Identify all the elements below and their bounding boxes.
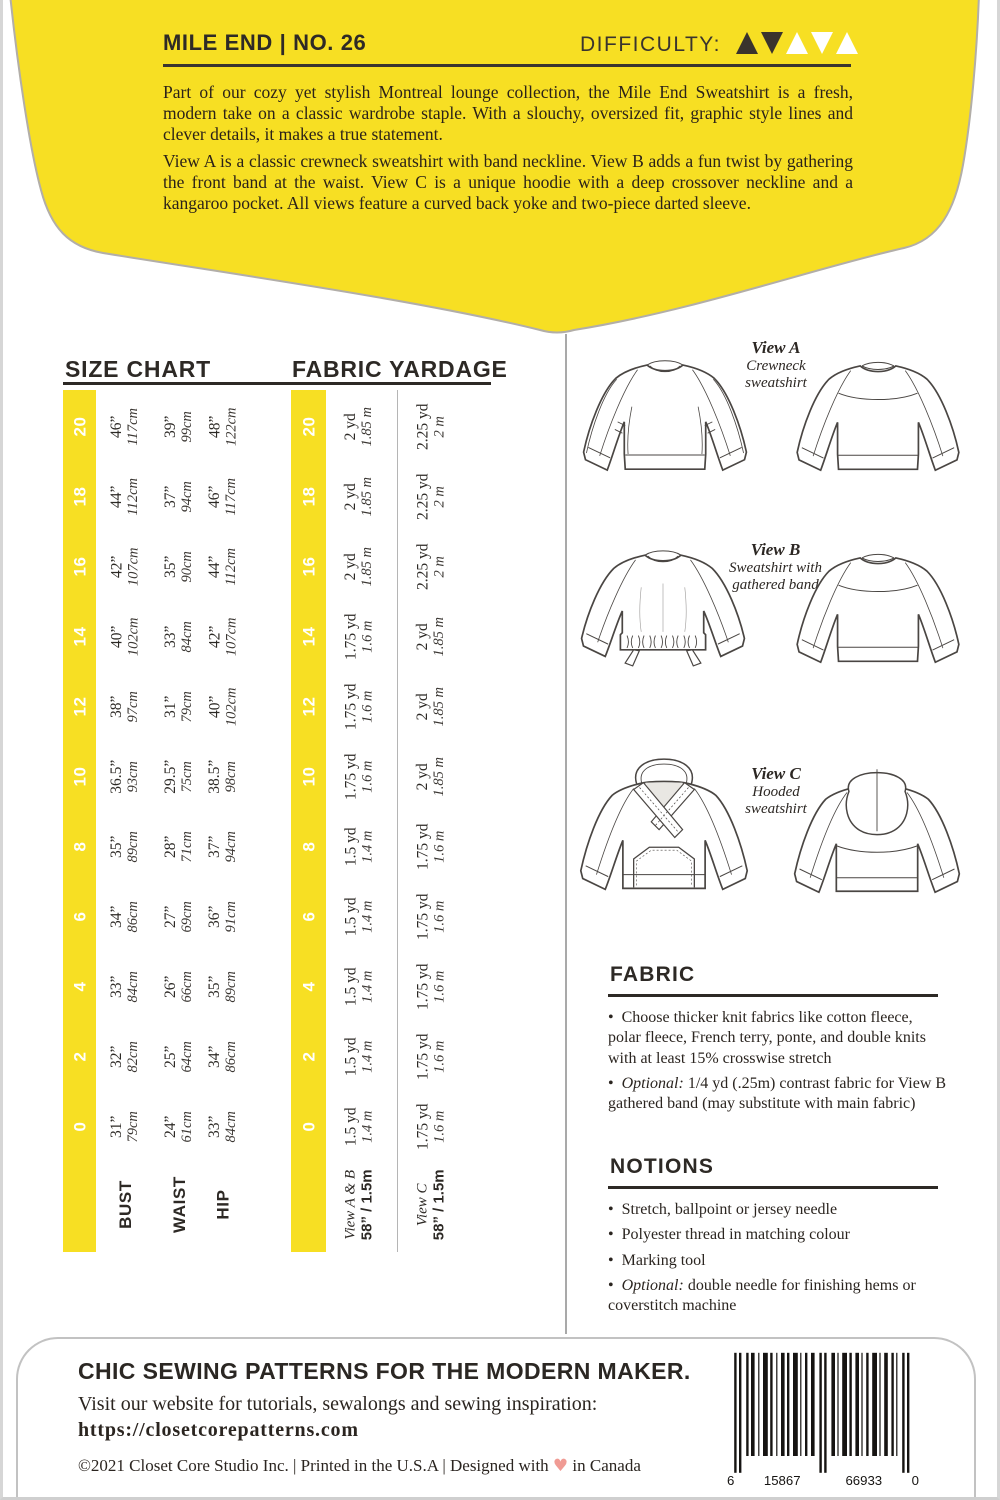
size-row bbox=[63, 462, 493, 532]
yardage-view-ab-cell: 2 yd 1.85 m bbox=[342, 477, 376, 517]
bust-cell: 46” 117cm bbox=[108, 408, 142, 446]
bust-cell: 40” 102cm bbox=[108, 617, 142, 657]
yardage-view-c-cell: 1.75 yd 1.6 m bbox=[414, 1033, 448, 1081]
yardage-view-c-cell: 2 yd 1.85 m bbox=[414, 757, 448, 797]
difficulty-label: DIFFICULTY: bbox=[580, 33, 721, 56]
waist-cell: 24” 61cm bbox=[162, 1111, 196, 1143]
size-chart-size-label: 0 bbox=[69, 1122, 89, 1132]
difficulty-meter bbox=[736, 31, 858, 55]
triangle-down-icon bbox=[811, 32, 833, 54]
view-c-back-illustration bbox=[785, 757, 969, 919]
notions-bullets bbox=[608, 1200, 948, 1322]
yardage-view-c-cell: 1.75 yd 1.6 m bbox=[414, 963, 448, 1011]
yardage-view-c-cell: 1.75 yd 1.6 m bbox=[414, 823, 448, 871]
view-a-front-illustration bbox=[575, 348, 755, 490]
yardage-size-label: 8 bbox=[298, 842, 318, 852]
yardage-view-c-cell: 2 yd 1.85 m bbox=[414, 617, 448, 657]
hip-cell: 42” 107cm bbox=[206, 617, 240, 657]
bust-cell: 34” 86cm bbox=[108, 901, 142, 933]
triangle-up-icon bbox=[836, 32, 858, 54]
hip-cell: 40” 102cm bbox=[206, 687, 240, 727]
footer-tagline: CHIC SEWING PATTERNS FOR THE MODERN MAKER. bbox=[78, 1358, 691, 1384]
waist-cell: 31” 79cm bbox=[162, 691, 196, 723]
fabric-section-title: FABRIC bbox=[610, 963, 696, 986]
notions-bullet-1: • Stretch, ballpoint or jersey needle bbox=[608, 1200, 948, 1220]
yardage-view-ab-cell: 1.75 yd 1.6 m bbox=[342, 683, 376, 731]
barcode-digit-1: 6 bbox=[727, 1472, 735, 1488]
hip-label: HIP bbox=[213, 1189, 233, 1221]
header-rule bbox=[163, 64, 851, 67]
size-row bbox=[63, 1022, 493, 1092]
notions-bullet-3: • Marking tool bbox=[608, 1251, 948, 1271]
size-row bbox=[63, 812, 493, 882]
pattern-title: MILE END | NO. 26 bbox=[163, 30, 367, 55]
waist-cell: 37” 94cm bbox=[162, 481, 196, 513]
yardage-size-label: 4 bbox=[298, 982, 318, 992]
yardage-view-ab-cell: 1.5 yd 1.4 m bbox=[342, 827, 376, 867]
yardage-view-c-cell: 2 yd 1.85 m bbox=[414, 687, 448, 727]
size-chart-title: SIZE CHART bbox=[65, 356, 211, 382]
yardage-view-c-cell: 2.25 yd 2 m bbox=[414, 543, 448, 591]
size-row bbox=[63, 602, 493, 672]
hip-cell: 34” 86cm bbox=[206, 1041, 240, 1073]
yardage-view-c-cell: 1.75 yd 1.6 m bbox=[414, 1103, 448, 1151]
size-row bbox=[63, 532, 493, 602]
yardage-view-c-cell: 2.25 yd 2 m bbox=[414, 403, 448, 451]
description-paragraph-1: Part of our cozy yet stylish Montreal lounge collection, the Mile End Sweatshirt is a fresh, modern take on a classic wardrobe staple. With a slouchy, oversized fit, graphic style lines and clever details, it makes a true statement. bbox=[163, 82, 853, 144]
footer-visit-line: Visit our website for tutorials, sewalongs and sewing inspiration: bbox=[78, 1393, 598, 1415]
size-row bbox=[63, 742, 493, 812]
yardage-view-ab-cell: 1.5 yd 1.4 m bbox=[342, 1037, 376, 1077]
yardage-size-label: 14 bbox=[298, 627, 318, 647]
chart-rows bbox=[63, 392, 493, 1162]
chart-heading-rule bbox=[63, 382, 491, 385]
triangle-down-icon bbox=[761, 32, 783, 54]
hip-cell: 46” 117cm bbox=[206, 478, 240, 516]
description-paragraph-2: View A is a classic crewneck sweatshirt with band neckline. View B adds a fun twist by gathering the front band at the waist. View C is a unique hoodie with a deep crossover neckline and a kangaroo pocket. All views feature a curved back yoke and two-piece darted sleeve. bbox=[163, 151, 853, 213]
barcode bbox=[726, 1348, 920, 1492]
footer-copyright: ©2021 Closet Core Studio Inc. | Printed in the U.S.A | Designed with ♥ in Canada bbox=[78, 1456, 641, 1476]
notions-section-title: NOTIONS bbox=[610, 1155, 715, 1178]
size-chart-size-label: 18 bbox=[69, 487, 89, 507]
yardage-size-label: 10 bbox=[298, 767, 318, 787]
size-chart-size-label: 8 bbox=[69, 842, 89, 852]
yardage-view-ab-cell: 1.75 yd 1.6 m bbox=[342, 753, 376, 801]
hip-cell: 37” 94cm bbox=[206, 831, 240, 863]
waist-cell: 27” 69cm bbox=[162, 901, 196, 933]
size-chart-size-label: 12 bbox=[69, 697, 89, 717]
yardage-ab-label: View A & B 58” / 1.5m bbox=[342, 1169, 376, 1241]
bust-cell: 36.5” 93cm bbox=[108, 759, 142, 795]
yardage-size-label: 0 bbox=[298, 1122, 318, 1132]
bust-cell: 35” 89cm bbox=[108, 831, 142, 863]
column-divider bbox=[565, 334, 567, 1334]
waist-cell: 33” 84cm bbox=[162, 621, 196, 653]
yardage-view-ab-cell: 1.5 yd 1.4 m bbox=[342, 1107, 376, 1147]
size-chart-size-label: 16 bbox=[69, 557, 89, 577]
waist-cell: 26” 66cm bbox=[162, 971, 196, 1003]
size-chart-size-label: 4 bbox=[69, 982, 89, 992]
yardage-size-label: 18 bbox=[298, 487, 318, 507]
size-chart-size-label: 6 bbox=[69, 912, 89, 922]
hip-cell: 36” 91cm bbox=[206, 901, 240, 933]
fabric-yardage-title: FABRIC YARDAGE bbox=[292, 356, 508, 382]
fabric-bullet-2: • Optional: 1/4 yd (.25m) contrast fabric for View B gathered band (may substitute with main fabric) bbox=[608, 1074, 948, 1115]
bust-label: BUST bbox=[115, 1180, 135, 1230]
size-row bbox=[63, 392, 493, 462]
size-row bbox=[63, 882, 493, 952]
waist-cell: 29.5” 75cm bbox=[162, 759, 196, 795]
yardage-view-ab-cell: 1.75 yd 1.6 m bbox=[342, 613, 376, 661]
triangle-up-icon bbox=[736, 32, 758, 54]
yardage-view-ab-cell: 2 yd 1.85 m bbox=[342, 407, 376, 447]
bust-cell: 38” 97cm bbox=[108, 691, 142, 723]
view-a-back-illustration bbox=[787, 349, 969, 490]
view-c-front-illustration bbox=[571, 752, 757, 919]
size-chart-size-label: 2 bbox=[69, 1052, 89, 1062]
yardage-size-label: 2 bbox=[298, 1052, 318, 1062]
yardage-size-label: 20 bbox=[298, 417, 318, 437]
bust-cell: 44” 112cm bbox=[108, 478, 142, 516]
yardage-view-ab-cell: 1.5 yd 1.4 m bbox=[342, 967, 376, 1007]
size-row bbox=[63, 672, 493, 742]
notions-rule bbox=[608, 1186, 938, 1189]
yardage-size-label: 16 bbox=[298, 557, 318, 577]
size-chart-size-label: 10 bbox=[69, 767, 89, 787]
chart-labels bbox=[63, 1158, 493, 1252]
bust-cell: 31” 79cm bbox=[108, 1111, 142, 1143]
fabric-bullet-1: • Choose thicker knit fabrics like cotton fleece, polar fleece, French terry, ponte, and double knits with at least 15% crosswise stretch bbox=[608, 1008, 948, 1069]
view-b-back-illustration bbox=[787, 541, 969, 682]
hip-cell: 44” 112cm bbox=[206, 548, 240, 586]
view-a-label: View A Crewneck sweatshirt bbox=[745, 338, 807, 391]
notions-bullet-4: • Optional: double needle for finishing hems or coverstitch machine bbox=[608, 1276, 948, 1317]
hip-cell: 33” 84cm bbox=[206, 1111, 240, 1143]
barcode-digits-2: 15867 bbox=[763, 1472, 801, 1488]
fabric-bullets bbox=[608, 1008, 948, 1120]
hip-cell: 35” 89cm bbox=[206, 971, 240, 1003]
bust-cell: 32” 82cm bbox=[108, 1041, 142, 1073]
size-chart-size-label: 14 bbox=[69, 627, 89, 647]
yardage-view-c-cell: 2.25 yd 2 m bbox=[414, 473, 448, 521]
waist-cell: 39” 99cm bbox=[162, 411, 196, 443]
yardage-view-ab-cell: 2 yd 1.85 m bbox=[342, 547, 376, 587]
view-b-label: View B Sweatshirt with gathered band bbox=[729, 540, 822, 593]
barcode-digits-3: 66933 bbox=[845, 1472, 883, 1488]
waist-cell: 35” 90cm bbox=[162, 551, 196, 583]
waist-cell: 25” 64cm bbox=[162, 1041, 196, 1073]
footer-url: https://closetcorepatterns.com bbox=[78, 1419, 359, 1441]
view-b-front-illustration bbox=[573, 540, 753, 682]
yardage-view-ab-cell: 1.5 yd 1.4 m bbox=[342, 897, 376, 937]
bust-cell: 33” 84cm bbox=[108, 971, 142, 1003]
notions-bullet-2: • Polyester thread in matching colour bbox=[608, 1225, 948, 1245]
triangle-up-icon bbox=[786, 32, 808, 54]
fabric-rule bbox=[608, 994, 938, 997]
barcode-digit-4: 0 bbox=[911, 1472, 919, 1488]
yardage-view-c-cell: 1.75 yd 1.6 m bbox=[414, 893, 448, 941]
heart-icon: ♥ bbox=[552, 1456, 569, 1476]
yardage-size-label: 12 bbox=[298, 697, 318, 717]
size-row bbox=[63, 952, 493, 1022]
hip-cell: 48” 122cm bbox=[206, 407, 240, 447]
yardage-c-label: View C 58” / 1.5m bbox=[414, 1169, 448, 1241]
waist-label: WAIST bbox=[169, 1176, 189, 1234]
size-row bbox=[63, 1092, 493, 1162]
bust-cell: 42” 107cm bbox=[108, 547, 142, 587]
view-c-label: View C Hooded sweatshirt bbox=[745, 764, 807, 817]
hip-cell: 38.5” 98cm bbox=[206, 759, 240, 795]
yardage-size-label: 6 bbox=[298, 912, 318, 922]
size-chart-size-label: 20 bbox=[69, 417, 89, 437]
waist-cell: 28” 71cm bbox=[162, 831, 196, 863]
